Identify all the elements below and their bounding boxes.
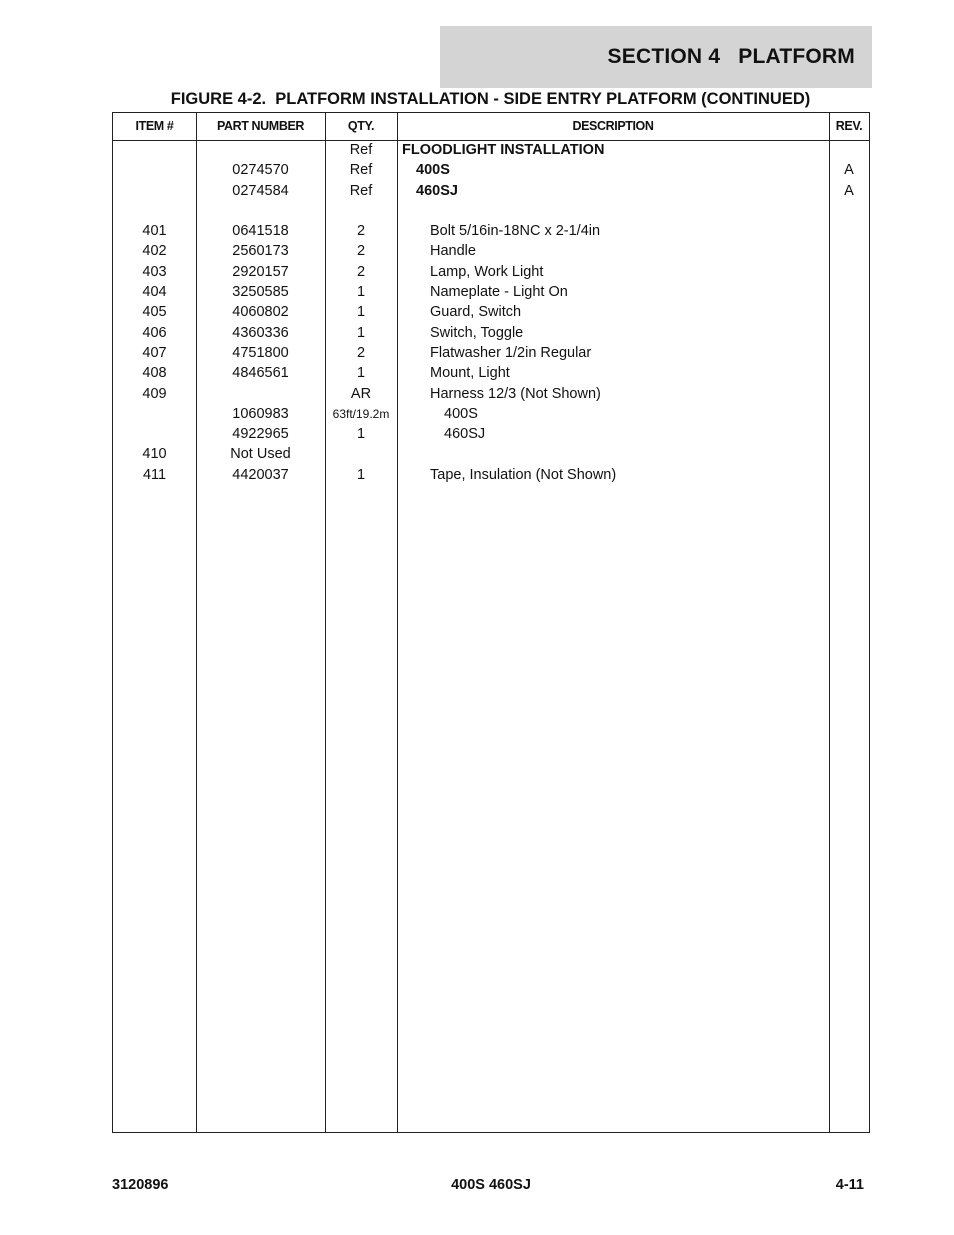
item-number-cell: 401 [142,223,167,240]
item-number-cell [113,404,196,424]
column-header-item: ITEM # [135,119,174,133]
revision-cell [829,384,869,404]
description-cell: 400S [444,405,478,422]
description-cell: 460SJ [444,426,486,443]
description-cell: Mount, Light [430,365,510,382]
part-number-cell [196,140,325,160]
quantity-cell: Ref [349,182,373,199]
revision-cell [829,221,869,241]
column-header-part-number: PART NUMBER [216,119,305,133]
description-cell [397,444,862,464]
quantity-cell: Ref [349,142,373,158]
description-cell: Nameplate - Light On [430,284,568,301]
part-number-cell: 4751800 [232,344,289,361]
quantity-cell: Ref [349,162,373,179]
item-number-cell: 410 [142,446,167,463]
revision-cell [829,241,869,261]
revision-cell [829,282,869,302]
table-body [113,140,869,485]
revision-cell [829,302,869,322]
revision-cell [829,343,869,363]
quantity-cell: 1 [356,365,366,382]
figure-title: FIGURE 4-2. PLATFORM INSTALLATION - SIDE ENTRY PLATFORM (CONTINUED) [170,90,811,108]
quantity-cell: 1 [356,304,366,321]
revision-cell [829,323,869,343]
quantity-cell: 2 [356,243,366,260]
item-number-cell: 409 [142,385,167,402]
revision-cell [829,201,869,221]
item-number-cell: 406 [142,324,167,341]
description-cell: Tape, Insulation (Not Shown) [430,466,617,483]
table-row [113,404,869,424]
table-row [113,424,869,444]
table-row [113,302,869,322]
item-number-cell: 411 [142,466,167,483]
table-row [113,363,869,383]
quantity-cell: 1 [356,426,366,443]
column-header-qty: QTY. [347,119,375,133]
column-header-rev: REV. [835,119,863,133]
description-cell: Lamp, Work Light [430,263,544,280]
part-number-cell: 4060802 [232,304,289,321]
quantity-cell: AR [350,385,372,402]
revision-cell [829,262,869,282]
parts-table [112,112,870,1133]
footer-page-number: 4-11 [835,1177,864,1193]
item-number-cell: 402 [142,243,167,260]
revision-cell [829,424,869,444]
item-number-cell [113,181,196,201]
table-row [113,241,869,261]
table-row [113,343,869,363]
item-number-cell: 404 [142,284,167,301]
section-header-box [440,26,872,88]
quantity-cell: 2 [356,223,366,240]
description-cell: Guard, Switch [430,304,522,321]
item-number-cell: 407 [142,344,167,361]
description-cell: Bolt 5/16in-18NC x 2-1/4in [430,223,601,240]
description-cell: FLOODLIGHT INSTALLATION [402,142,605,158]
description-cell: 400S [416,162,450,179]
part-number-cell [196,384,325,404]
quantity-cell [325,444,397,464]
revision-cell: A [844,182,854,199]
item-number-cell [113,140,196,160]
table-row [113,140,869,160]
part-number-cell: 4846561 [232,365,289,382]
revision-cell [829,465,869,485]
table-row [113,465,869,485]
part-number-cell: 4922965 [232,426,289,443]
description-cell: 460SJ [416,182,458,199]
quantity-cell: 2 [356,344,366,361]
part-number-cell: 1060983 [232,405,289,422]
description-cell: Harness 12/3 (Not Shown) [430,385,601,402]
quantity-cell: 63ft/19.2m [332,406,390,421]
description-cell: Handle [430,243,476,260]
table-row [113,201,869,221]
table-row [113,160,869,180]
quantity-cell: 1 [356,324,366,341]
item-number-cell: 408 [142,365,167,382]
description-cell: Switch, Toggle [430,324,524,341]
revision-cell [829,404,869,424]
item-number-cell: 403 [142,263,167,280]
item-number-cell [113,160,196,180]
revision-cell [829,444,869,464]
table-row [113,384,869,404]
revision-cell [829,140,869,160]
item-number-cell: 405 [142,304,167,321]
table-row [113,181,869,201]
quantity-cell: 2 [356,263,366,280]
part-number-cell [196,201,325,221]
table-row [113,282,869,302]
part-number-cell: 2920157 [232,263,289,280]
part-number-cell: 0641518 [232,223,289,240]
revision-cell: A [844,162,854,179]
revision-cell [829,363,869,383]
description-cell [397,201,834,221]
quantity-cell [325,201,397,221]
footer-doc-number: 3120896 [112,1177,169,1193]
table-row [113,323,869,343]
quantity-cell: 1 [356,466,366,483]
part-number-cell: 4360336 [232,324,289,341]
description-cell: Flatwasher 1/2in Regular [430,344,592,361]
table-row [113,444,869,464]
section-title: SECTION 4 PLATFORM [607,45,855,68]
part-number-cell: 4420037 [232,466,289,483]
part-number-cell: 0274584 [232,182,289,199]
quantity-cell: 1 [356,284,366,301]
part-number-cell: 0274570 [232,162,289,179]
item-number-cell [113,424,196,444]
table-row [113,262,869,282]
table-row [113,221,869,241]
part-number-cell: Not Used [230,446,291,463]
footer-models: 400S 460SJ [451,1177,531,1193]
item-number-cell [113,201,196,221]
part-number-cell: 2560173 [232,243,289,260]
column-header-description: DESCRIPTION [572,119,654,133]
part-number-cell: 3250585 [232,284,289,301]
